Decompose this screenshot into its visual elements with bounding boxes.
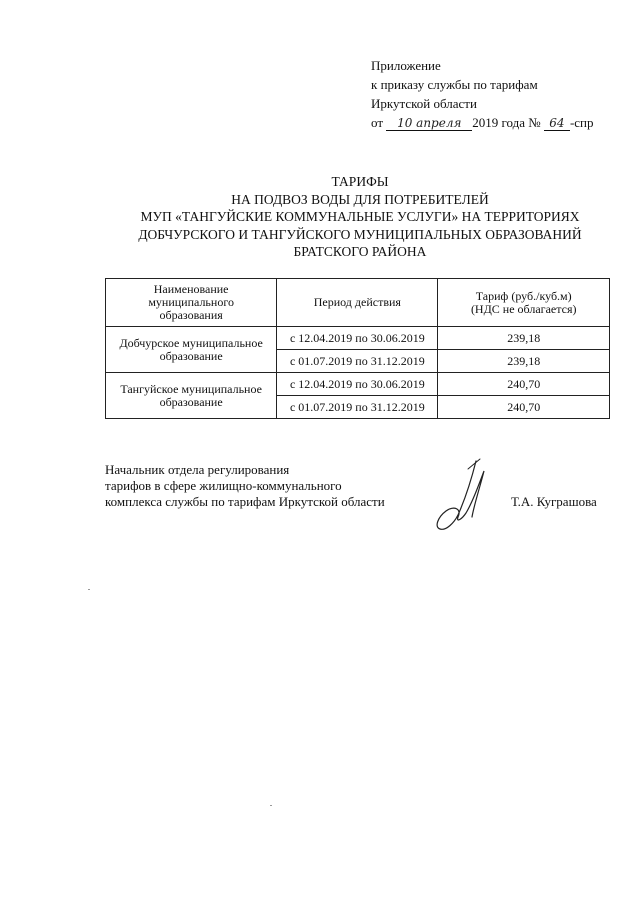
header-municipality: Наименование муниципального образования bbox=[106, 279, 277, 327]
signoff-block bbox=[105, 462, 385, 510]
header-tariff: Тариф (руб./куб.м) (НДС не облагается) bbox=[438, 279, 610, 327]
title-line-3: МУП «ТАНГУЙСКИЕ КОММУНАЛЬНЫЕ УСЛУГИ» НА ТЕРРИТОРИЯХ bbox=[140, 209, 580, 224]
scan-speck bbox=[88, 589, 90, 590]
signoff-position-3: комплекса службы по тарифам Иркутской области bbox=[105, 494, 385, 509]
signoff-position-1: Начальник отдела регулирования bbox=[105, 462, 290, 477]
scan-speck bbox=[270, 805, 272, 806]
table-header-row bbox=[106, 279, 610, 327]
annex-number-suffix: -спр bbox=[569, 115, 594, 130]
municipality-name: Добчурское муниципальное образование bbox=[106, 327, 277, 373]
handwritten-signature bbox=[428, 457, 498, 537]
handwritten-date: 10 апреля bbox=[386, 116, 472, 131]
signoff-position-2: тарифов в сфере жилищно-коммунального bbox=[105, 478, 342, 493]
annex-region: Иркутской области bbox=[371, 96, 477, 111]
tariff-cell: 240,70 bbox=[438, 396, 610, 419]
municipality-name: Тангуйское муниципальное образование bbox=[106, 373, 277, 419]
title-line-4: ДОБЧУРСКОГО И ТАНГУЙСКОГО МУНИЦИПАЛЬНЫХ ОБРАЗОВАНИЙ bbox=[138, 226, 582, 242]
title-line-1: ТАРИФЫ bbox=[331, 174, 389, 189]
tariff-cell: 240,70 bbox=[438, 373, 610, 396]
tariff-cell: 239,18 bbox=[438, 327, 610, 350]
period-cell: с 01.07.2019 по 31.12.2019 bbox=[277, 396, 438, 419]
header-period: Период действия bbox=[277, 279, 438, 327]
tariff-cell: 239,18 bbox=[438, 350, 610, 373]
annex-date-prefix: от bbox=[371, 115, 384, 130]
handwritten-number: 64 bbox=[544, 116, 570, 131]
annex-year-text: 2019 года № bbox=[472, 115, 541, 130]
title-line-5: БРАТСКОГО РАЙОНА bbox=[293, 244, 427, 259]
annex-title: Приложение bbox=[371, 58, 441, 73]
annex-header bbox=[371, 56, 594, 132]
annex-date-line bbox=[371, 113, 594, 132]
tariff-table bbox=[105, 278, 610, 419]
period-cell: с 01.07.2019 по 31.12.2019 bbox=[277, 350, 438, 373]
document-title bbox=[100, 173, 620, 261]
signer-name: Т.А. Куграшова bbox=[511, 494, 597, 509]
table-row bbox=[106, 373, 610, 396]
period-cell: с 12.04.2019 по 30.06.2019 bbox=[277, 327, 438, 350]
table-row bbox=[106, 327, 610, 350]
title-line-2: НА ПОДВОЗ ВОДЫ ДЛЯ ПОТРЕБИТЕЛЕЙ bbox=[231, 191, 489, 207]
period-cell: с 12.04.2019 по 30.06.2019 bbox=[277, 373, 438, 396]
annex-order-ref: к приказу службы по тарифам bbox=[371, 77, 538, 92]
